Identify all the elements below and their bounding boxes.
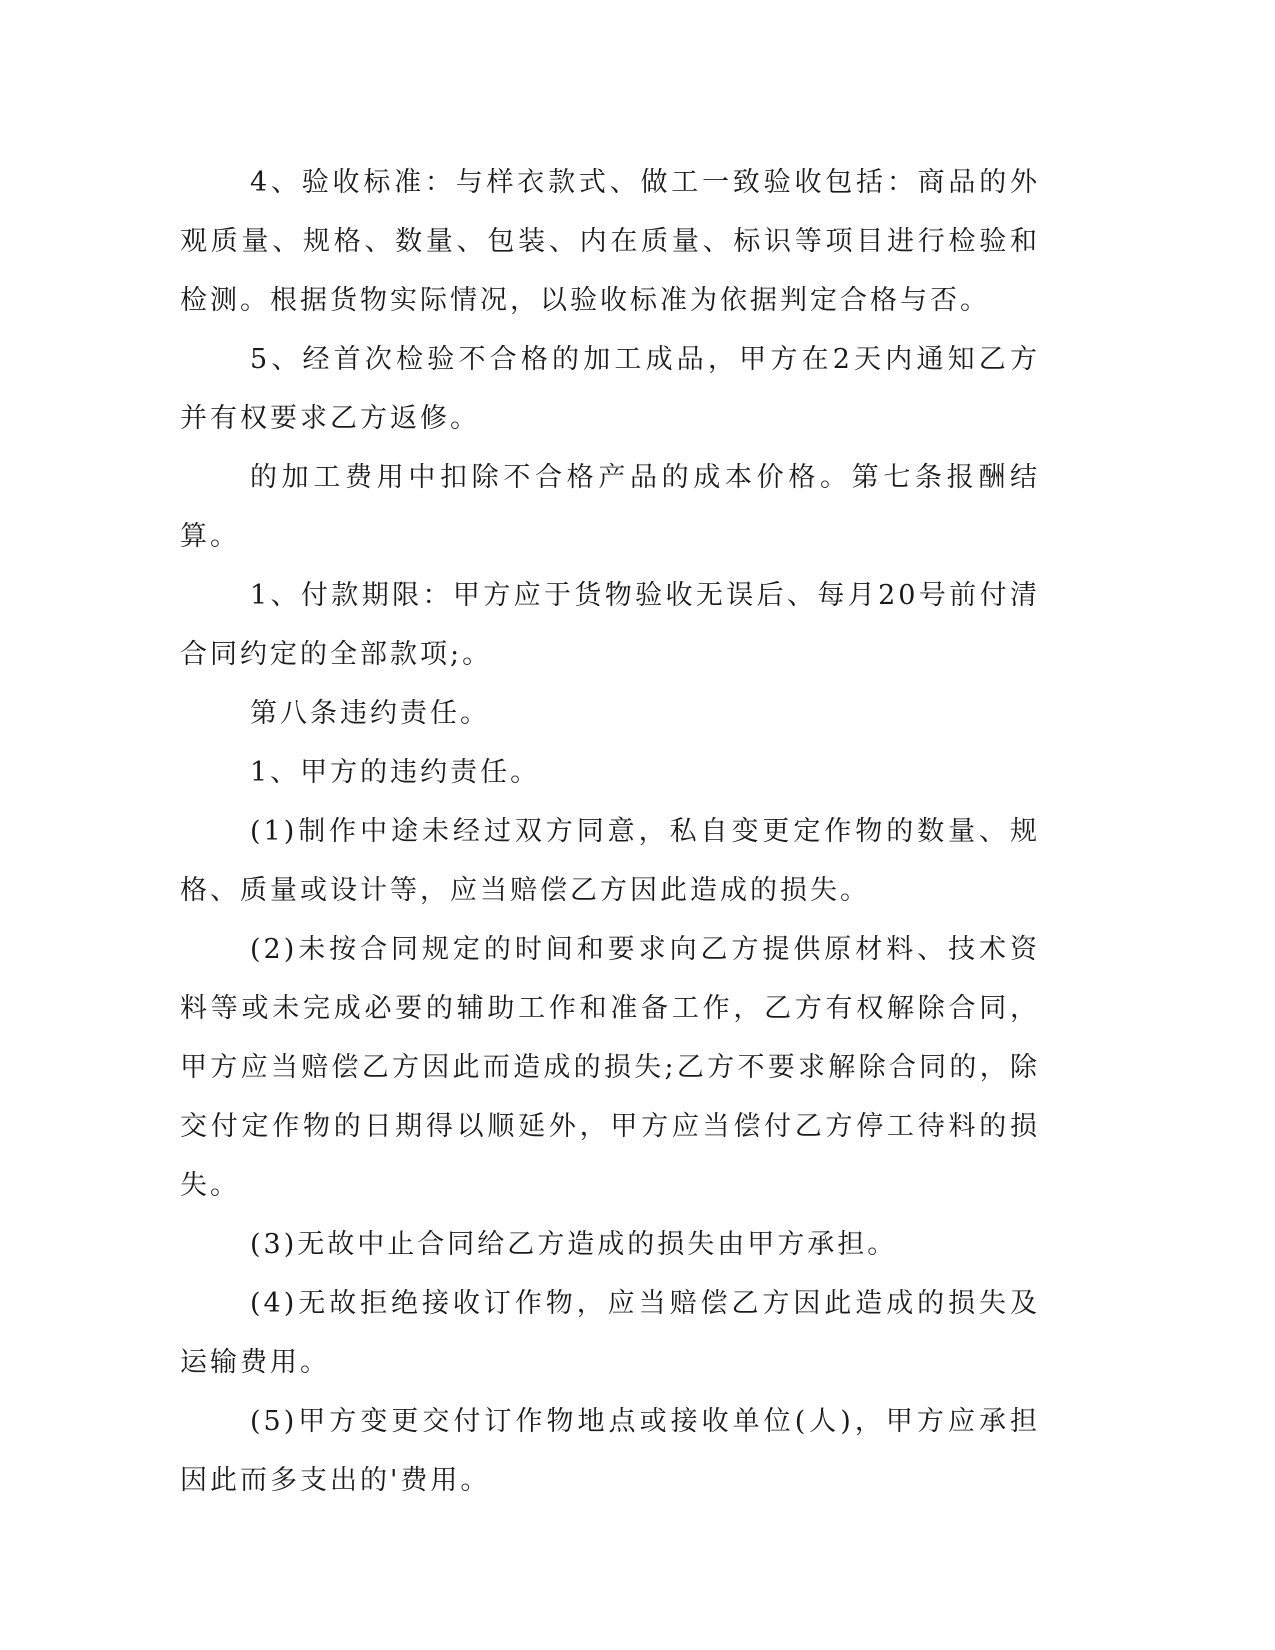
paragraph-acceptance-standard: 4、验收标准：与样衣款式、做工一致验收包括：商品的外观质量、规格、数量、包装、内在质量、标识等项目进行检验和检测。根据货物实际情况，以验收标准为依据判定合格与否。 <box>180 167 1040 316</box>
document-body <box>180 153 1040 1510</box>
paragraph-liability-item-5: (5)甲方变更交付订作物地点或接收单位(人)，甲方应承担因此而多支出的'费用。 <box>180 1406 1040 1496</box>
paragraph-processing-fee-deduction: 的加工费用中扣除不合格产品的成本价格。第七条报酬结算。 <box>180 462 1040 552</box>
paragraph-liability-item-1: (1)制作中途未经过双方同意，私自变更定作物的数量、规格、质量或设计等，应当赔偿乙方因此造成的损失。 <box>180 816 1040 906</box>
paragraph-payment-term: 1、付款期限：甲方应于货物验收无误后、每月20号前付清合同约定的全部款项;。 <box>180 580 1040 670</box>
paragraph-article-eight-heading: 第八条违约责任。 <box>250 698 490 729</box>
paragraph-liability-item-2: (2)未按合同规定的时间和要求向乙方提供原材料、技术资料等或未完成必要的辅助工作和准备工作，乙方有权解除合同，甲方应当赔偿乙方因此而造成的损失;乙方不要求解除合同的，除交付定作物的日期得以顺延外，甲方应当偿付乙方停工待料的损失。 <box>180 934 1040 1201</box>
paragraph-party-a-liability: 1、甲方的违约责任。 <box>250 757 541 788</box>
paragraph-liability-item-3: (3)无故中止合同给乙方造成的损失由甲方承担。 <box>250 1229 898 1260</box>
paragraph-first-inspection-failure: 5、经首次检验不合格的加工成品，甲方在2天内通知乙方并有权要求乙方返修。 <box>180 344 1040 434</box>
paragraph-liability-item-4: (4)无故拒绝接收订作物，应当赔偿乙方因此造成的损失及运输费用。 <box>180 1288 1040 1378</box>
